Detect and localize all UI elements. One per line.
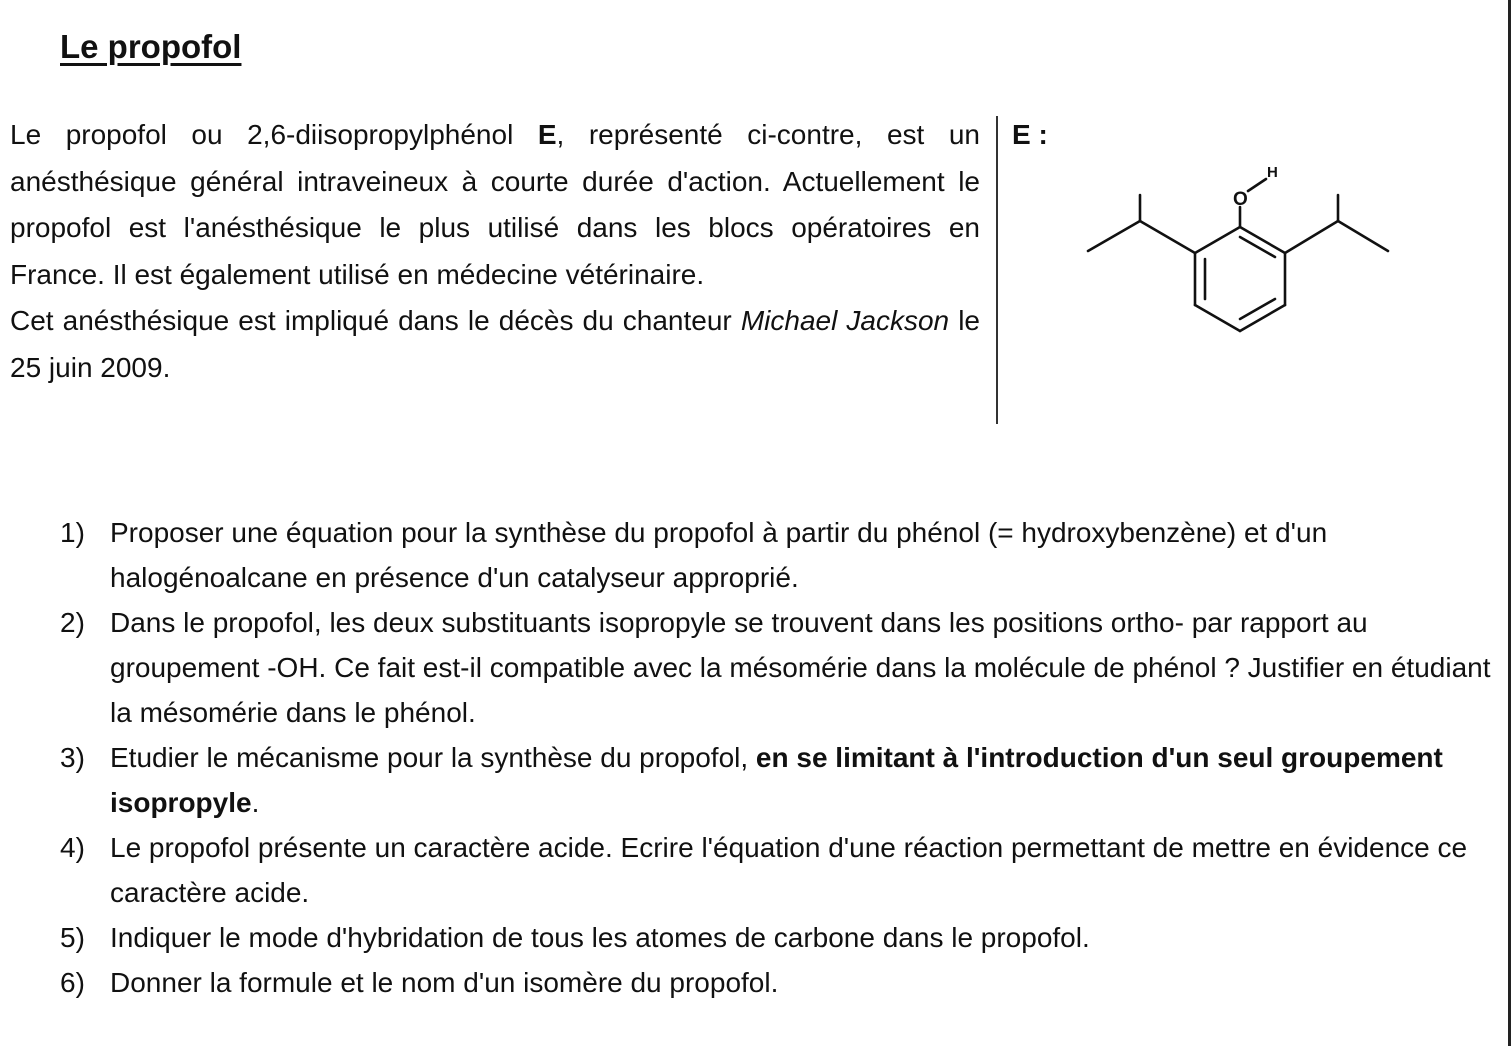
question-item: 2) Dans le propofol, les deux substituants isopropyle se trouvent dans les positions ortho- par rapport au groupement -OH. Ce fait est-il compatible avec la mésomérie dans la molécule de phénol ? Justifier en étudiant la mésomérie dans le phénol.: [60, 607, 1491, 728]
intro-paragraph-1: Le propofol ou 2,6-diisopropylphénol E, représenté ci-contre, est un anésthésique général intraveineux à courte durée d'action. Actuellement le propofol est l'anésthésique le plus utilisé dans les blocs opératoires en France. Il est également utilisé en médecine vétérinaire.: [10, 119, 980, 290]
double-bond: [1240, 299, 1275, 319]
singer-name: Michael Jackson: [740, 305, 950, 336]
intro-text: [10, 112, 980, 391]
page-title: Le propofol: [60, 28, 242, 65]
oxygen-atom: O: [1233, 189, 1248, 210]
question-item: 1) Proposer une équation pour la synthèse du propofol à partir du phénol (= hydroxybenzène) et d'un halogénoalcane en présence d'un catalyseur approprié.: [60, 517, 1328, 593]
structure-label: E :: [1012, 119, 1048, 150]
isopropyl-bond: [1140, 221, 1195, 253]
ring-bond: [1195, 227, 1240, 253]
vertical-divider: [996, 116, 998, 424]
question-item: 6) Donner la formule et le nom d'un isomère du propofol.: [60, 967, 779, 998]
propofol-structure: [1080, 155, 1400, 380]
question-item: 3) Etudier le mécanisme pour la synthèse du propofol, en se limitant à l'introduction d'un seul groupement isopropyle.: [60, 742, 1443, 818]
isopropyl-bond: [1285, 221, 1338, 253]
question-item: 4) Le propofol présente un caractère acide. Ecrire l'équation d'une réaction permettant de mettre en évidence ce caractère acide.: [60, 832, 1468, 908]
o-h-bond: [1248, 179, 1266, 191]
emphasis-text: en se limitant à l'introduction d'un seul groupement isopropyle: [110, 742, 1443, 818]
isopropyl-bond: [1088, 221, 1140, 251]
question-list: [60, 510, 1500, 1005]
question-item: 5) Indiquer le mode d'hybridation de tous les atomes de carbone dans le propofol.: [60, 922, 1090, 953]
intro-paragraph-2: Cet anésthésique est impliqué dans le décès du chanteur Michael Jackson le 25 juin 2009.: [10, 305, 980, 383]
ring-bond: [1240, 305, 1285, 331]
double-bond: [1240, 237, 1275, 257]
hydrogen-atom: H: [1267, 164, 1278, 181]
ring-bond: [1195, 305, 1240, 331]
isopropyl-bond: [1338, 221, 1388, 251]
